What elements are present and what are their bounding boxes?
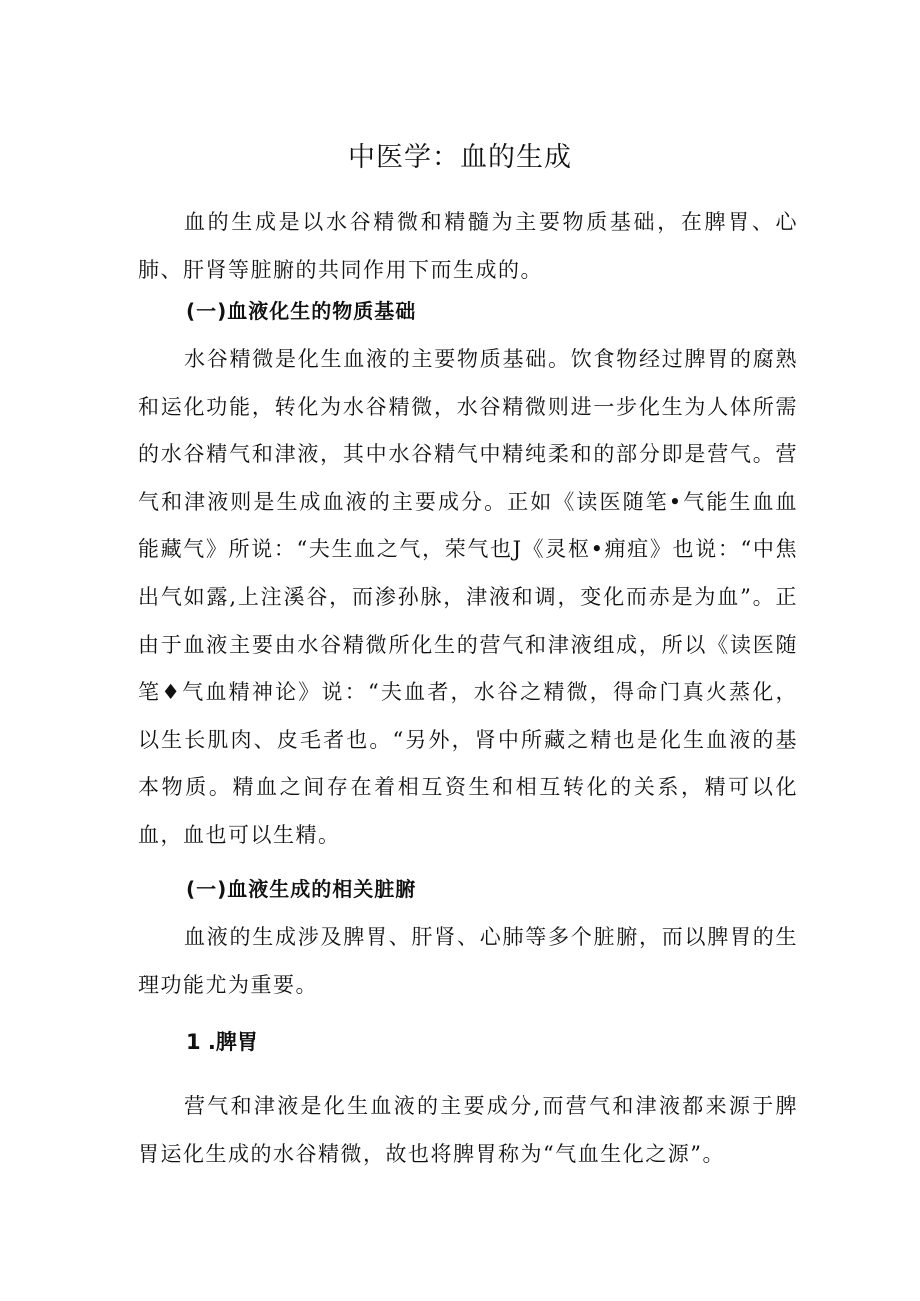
section-heading-related-organs: (一)血液生成的相关脏腑: [186, 877, 417, 901]
spleen-stomach-paragraph: 营气和津液是化生血液的主要成分,而营气和津液都来源于脾胃运化生成的水谷精微，故也将脾胃称为“气血生化之源”。: [138, 1094, 798, 1166]
page-title: 中医学：血的生成: [348, 142, 572, 173]
intro-paragraph: 血的生成是以水谷精微和精髓为主要物质基础，在脾胃、心肺、肝肾等脏腑的共同作用下而生成的。: [138, 210, 798, 282]
section-heading-material-basis: (一)血液化生的物质基础: [186, 299, 417, 323]
material-basis-paragraph: 水谷精微是化生血液的主要物质基础。饮食物经过脾胃的腐熟和运化功能，转化为水谷精微，水谷精微则进一步化生为人体所需的水谷精气和津液，其中水谷精气中精纯柔和的部分即是营气。营气和津液则是生成血液的主要成分。正如《读医随笔•气能生血血能藏气》所说：“夫生血之气，荣气也J《灵枢•痈疽》也说：“中焦出气如露,上注溪谷，而渗孙脉，津液和调，变化而赤是为血”。正由于血液主要由水谷精微所化生的营气和津液组成，所以《读医随笔♦气血精神论》说：“夫血者，水谷之精微，得命门真火蒸化，以生长肌肉、皮毛者也。“另外，肾中所藏之精也是化生血液的基本物质。精血之间存在着相互资生和相互转化的关系，精可以化血，血也可以生精。: [138, 347, 798, 847]
subsection-heading-spleen-stomach: 1 .脾胃: [186, 1030, 258, 1054]
related-organs-paragraph: 血液的生成涉及脾胃、肝肾、心肺等多个脏腑，而以脾胃的生理功能尤为重要。: [138, 925, 798, 997]
